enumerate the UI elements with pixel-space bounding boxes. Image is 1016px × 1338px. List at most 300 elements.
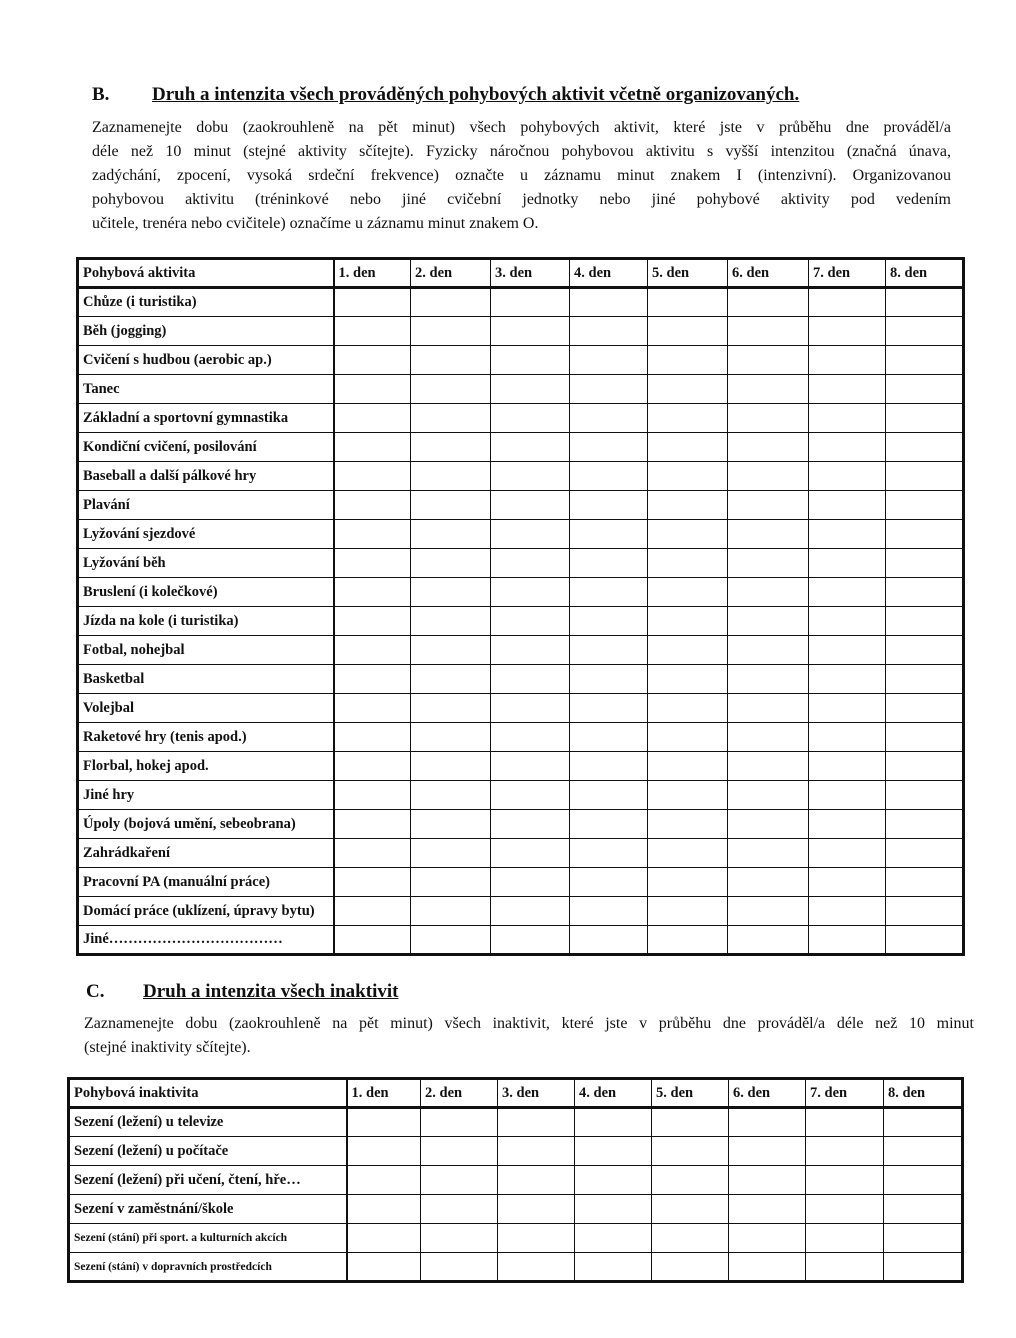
entry-cell[interactable] [728,926,809,955]
entry-cell[interactable] [334,607,411,636]
entry-cell[interactable] [806,1137,884,1166]
entry-cell[interactable] [491,549,570,578]
entry-cell[interactable] [886,636,964,665]
entry-cell[interactable] [809,375,886,404]
entry-cell[interactable] [886,781,964,810]
entry-cell[interactable] [570,433,648,462]
entry-cell[interactable] [809,723,886,752]
entry-cell[interactable] [334,549,411,578]
entry-cell[interactable] [806,1166,884,1195]
entry-cell[interactable] [886,694,964,723]
row-label: Plavání [78,491,334,520]
entry-cell[interactable] [648,433,728,462]
entry-cell[interactable] [648,520,728,549]
entry-cell[interactable] [491,520,570,549]
entry-cell[interactable] [728,694,809,723]
entry-cell[interactable] [411,607,491,636]
day-column-header: 5. den [652,1079,729,1108]
entry-cell[interactable] [729,1224,806,1253]
row-label: Fotbal, nohejbal [78,636,334,665]
entry-cell[interactable] [806,1108,884,1137]
entry-cell[interactable] [728,781,809,810]
entry-cell[interactable] [347,1166,421,1195]
row-label: Raketové hry (tenis apod.) [78,723,334,752]
entry-cell[interactable] [728,491,809,520]
entry-cell[interactable] [570,462,648,491]
entry-cell[interactable] [411,317,491,346]
entry-cell[interactable] [334,781,411,810]
entry-cell[interactable] [347,1137,421,1166]
entry-cell[interactable] [729,1108,806,1137]
section-c-heading [86,981,586,1005]
entry-cell[interactable] [648,781,728,810]
row-label: Lyžování běh [78,549,334,578]
entry-cell[interactable] [411,926,491,955]
entry-cell[interactable] [570,810,648,839]
entry-cell[interactable] [728,346,809,375]
entry-cell[interactable] [809,520,886,549]
entry-cell[interactable] [728,288,809,317]
row-label: Sezení v zaměstnání/škole [69,1195,347,1224]
table-row [78,520,964,549]
entry-cell[interactable] [421,1166,498,1195]
day-column-header: 8. den [886,259,964,288]
inactivity-table [67,1077,964,1283]
table-row [69,1166,963,1195]
entry-cell[interactable] [648,549,728,578]
entry-cell[interactable] [575,1137,652,1166]
entry-cell[interactable] [411,839,491,868]
entry-cell[interactable] [729,1166,806,1195]
entry-cell[interactable] [570,926,648,955]
entry-cell[interactable] [491,346,570,375]
entry-cell[interactable] [334,404,411,433]
table-row [78,752,964,781]
entry-cell[interactable] [334,520,411,549]
entry-cell[interactable] [652,1195,729,1224]
entry-cell[interactable] [648,926,728,955]
entry-cell[interactable] [809,868,886,897]
row-label: Základní a sportovní gymnastika [78,404,334,433]
table-row [78,810,964,839]
entry-cell[interactable] [728,578,809,607]
entry-cell[interactable] [886,433,964,462]
entry-cell[interactable] [421,1137,498,1166]
day-column-header: 7. den [809,259,886,288]
entry-cell[interactable] [648,868,728,897]
entry-cell[interactable] [570,578,648,607]
entry-cell[interactable] [411,433,491,462]
section-b-letter: B. [92,84,110,105]
entry-cell[interactable] [498,1195,575,1224]
instruction-line: Zaznamenejte dobu (zaokrouhleně na pět minut) všech inaktivit, které jste v průběhu dne prováděl/a déle než 10 minut [84,1015,974,1032]
entry-cell[interactable] [728,723,809,752]
entry-cell[interactable] [334,433,411,462]
entry-cell[interactable] [809,317,886,346]
entry-cell[interactable] [884,1224,963,1253]
entry-cell[interactable] [570,549,648,578]
entry-cell[interactable] [809,491,886,520]
entry-cell[interactable] [334,752,411,781]
entry-cell[interactable] [886,520,964,549]
entry-cell[interactable] [809,433,886,462]
entry-cell[interactable] [728,404,809,433]
entry-cell[interactable] [570,491,648,520]
entry-cell[interactable] [334,288,411,317]
entry-cell[interactable] [809,346,886,375]
entry-cell[interactable] [421,1253,498,1282]
entry-cell[interactable] [491,491,570,520]
entry-cell[interactable] [728,897,809,926]
row-label: Jiné hry [78,781,334,810]
table-row [78,897,964,926]
entry-cell[interactable] [491,433,570,462]
entry-cell[interactable] [886,462,964,491]
entry-cell[interactable] [411,462,491,491]
entry-cell[interactable] [575,1253,652,1282]
entry-cell[interactable] [809,694,886,723]
entry-cell[interactable] [334,926,411,955]
entry-cell[interactable] [648,607,728,636]
entry-cell[interactable] [728,752,809,781]
entry-cell[interactable] [886,578,964,607]
entry-cell[interactable] [648,694,728,723]
entry-cell[interactable] [570,375,648,404]
entry-cell[interactable] [334,897,411,926]
entry-cell[interactable] [886,346,964,375]
entry-cell[interactable] [648,665,728,694]
entry-cell[interactable] [575,1108,652,1137]
entry-cell[interactable] [411,578,491,607]
row-label: Lyžování sjezdové [78,520,334,549]
entry-cell[interactable] [886,317,964,346]
entry-cell[interactable] [411,404,491,433]
instruction-line: pohybovou aktivitu (tréninkové nebo jiné cvičební jednotky nebo jiné pohybové aktivity pod vedením [92,191,951,208]
instruction-line: Zaznamenejte dobu (zaokrouhleně na pět minut) všech pohybových aktivit, které jste v průběhu dne prováděl/a [92,119,951,136]
activity-table [76,257,965,956]
entry-cell[interactable] [334,491,411,520]
entry-cell[interactable] [648,810,728,839]
row-label: Baseball a další pálkové hry [78,462,334,491]
entry-cell[interactable] [570,897,648,926]
row-label: Domácí práce (uklízení, úpravy bytu) [78,897,334,926]
entry-cell[interactable] [570,781,648,810]
entry-cell[interactable] [411,375,491,404]
entry-cell[interactable] [491,926,570,955]
entry-cell[interactable] [491,404,570,433]
entry-cell[interactable] [886,839,964,868]
entry-cell[interactable] [729,1195,806,1224]
table-row [78,375,964,404]
entry-cell[interactable] [347,1108,421,1137]
table-row [69,1108,963,1137]
entry-cell[interactable] [347,1195,421,1224]
entry-cell[interactable] [570,288,648,317]
entry-cell[interactable] [411,723,491,752]
entry-cell[interactable] [652,1108,729,1137]
entry-cell[interactable] [498,1166,575,1195]
entry-cell[interactable] [421,1108,498,1137]
entry-cell[interactable] [411,694,491,723]
entry-cell[interactable] [491,375,570,404]
entry-cell[interactable] [347,1253,421,1282]
row-label: Sezení (stání) při sport. a kulturních akcích [69,1224,347,1253]
entry-cell[interactable] [334,578,411,607]
entry-cell[interactable] [886,665,964,694]
entry-cell[interactable] [886,752,964,781]
entry-cell[interactable] [809,462,886,491]
entry-cell[interactable] [728,317,809,346]
entry-cell[interactable] [728,665,809,694]
entry-cell[interactable] [570,868,648,897]
entry-cell[interactable] [491,868,570,897]
entry-cell[interactable] [334,636,411,665]
entry-cell[interactable] [728,462,809,491]
entry-cell[interactable] [809,810,886,839]
entry-cell[interactable] [728,549,809,578]
entry-cell[interactable] [652,1224,729,1253]
entry-cell[interactable] [491,317,570,346]
entry-cell[interactable] [806,1195,884,1224]
entry-cell[interactable] [648,839,728,868]
entry-cell[interactable] [809,607,886,636]
entry-cell[interactable] [570,723,648,752]
entry-cell[interactable] [411,520,491,549]
entry-cell[interactable] [411,868,491,897]
entry-cell[interactable] [498,1108,575,1137]
entry-cell[interactable] [411,897,491,926]
day-column-header: 2. den [411,259,491,288]
entry-cell[interactable] [491,897,570,926]
entry-cell[interactable] [886,926,964,955]
instruction-line: déle než 10 minut (stejné aktivity sčítejte). Fyzicky náročnou pohybovou aktivitu s vyšší intenzitou (značná únava, [92,143,951,160]
entry-cell[interactable] [652,1137,729,1166]
section-b-instructions [92,116,951,236]
entry-cell[interactable] [729,1253,806,1282]
entry-cell[interactable] [411,636,491,665]
entry-cell[interactable] [809,665,886,694]
entry-cell[interactable] [411,781,491,810]
row-label: Jiné……………………………… [78,926,334,955]
row-label: Bruslení (i kolečkové) [78,578,334,607]
entry-cell[interactable] [648,723,728,752]
entry-cell[interactable] [809,752,886,781]
entry-cell[interactable] [411,549,491,578]
entry-cell[interactable] [575,1224,652,1253]
row-label: Chůze (i turistika) [78,288,334,317]
entry-cell[interactable] [491,839,570,868]
row-label: Sezení (ležení) u počítače [69,1137,347,1166]
entry-cell[interactable] [652,1253,729,1282]
day-column-header: 8. den [884,1079,963,1108]
entry-cell[interactable] [334,694,411,723]
entry-cell[interactable] [809,897,886,926]
entry-cell[interactable] [729,1137,806,1166]
entry-cell[interactable] [347,1224,421,1253]
entry-cell[interactable] [884,1195,963,1224]
entry-cell[interactable] [334,723,411,752]
table-row [78,549,964,578]
entry-cell[interactable] [334,839,411,868]
activity-column-header: Pohybová aktivita [78,259,334,288]
entry-cell[interactable] [884,1166,963,1195]
entry-cell[interactable] [334,810,411,839]
entry-cell[interactable] [411,346,491,375]
entry-cell[interactable] [411,665,491,694]
entry-cell[interactable] [421,1195,498,1224]
entry-cell[interactable] [570,694,648,723]
row-label: Jízda na kole (i turistika) [78,607,334,636]
entry-cell[interactable] [570,752,648,781]
entry-cell[interactable] [570,636,648,665]
entry-cell[interactable] [806,1253,884,1282]
table-row [69,1195,963,1224]
day-column-header: 4. den [575,1079,652,1108]
entry-cell[interactable] [886,723,964,752]
entry-cell[interactable] [498,1224,575,1253]
row-label: Pracovní PA (manuální práce) [78,868,334,897]
entry-cell[interactable] [648,897,728,926]
instruction-line: učitele, trenéra nebo cvičitele) označíme u záznamu minut znakem O. [92,215,539,232]
entry-cell[interactable] [575,1166,652,1195]
section-c-instructions [84,1012,974,1060]
entry-cell[interactable] [334,375,411,404]
entry-cell[interactable] [886,897,964,926]
entry-cell[interactable] [884,1137,963,1166]
entry-cell[interactable] [498,1137,575,1166]
row-label: Cvičení s hudbou (aerobic ap.) [78,346,334,375]
entry-cell[interactable] [728,810,809,839]
entry-cell[interactable] [648,317,728,346]
entry-cell[interactable] [886,607,964,636]
entry-cell[interactable] [570,520,648,549]
entry-cell[interactable] [648,752,728,781]
entry-cell[interactable] [491,578,570,607]
entry-cell[interactable] [886,549,964,578]
entry-cell[interactable] [648,636,728,665]
entry-cell[interactable] [570,665,648,694]
entry-cell[interactable] [491,636,570,665]
inactivity-table-body [69,1108,963,1282]
entry-cell[interactable] [334,868,411,897]
entry-cell[interactable] [498,1253,575,1282]
entry-cell[interactable] [570,607,648,636]
entry-cell[interactable] [728,839,809,868]
entry-cell[interactable] [648,375,728,404]
entry-cell[interactable] [491,288,570,317]
entry-cell[interactable] [491,723,570,752]
entry-cell[interactable] [491,694,570,723]
entry-cell[interactable] [421,1224,498,1253]
day-column-header: 5. den [648,259,728,288]
row-label: Kondiční cvičení, posilování [78,433,334,462]
table-row [78,404,964,433]
section-b-title: Druh a intenzita všech prováděných pohybových aktivit včetně organizovaných. [152,84,800,105]
section-b-heading [92,84,952,108]
entry-cell[interactable] [728,433,809,462]
day-column-header: 1. den [334,259,411,288]
entry-cell[interactable] [809,781,886,810]
entry-cell[interactable] [809,926,886,955]
entry-cell[interactable] [491,462,570,491]
entry-cell[interactable] [491,781,570,810]
entry-cell[interactable] [570,317,648,346]
entry-cell[interactable] [806,1224,884,1253]
entry-cell[interactable] [809,404,886,433]
day-column-header: 7. den [806,1079,884,1108]
entry-cell[interactable] [648,578,728,607]
entry-cell[interactable] [570,839,648,868]
entry-cell[interactable] [809,288,886,317]
row-label: Basketbal [78,665,334,694]
entry-cell[interactable] [728,868,809,897]
entry-cell[interactable] [491,752,570,781]
entry-cell[interactable] [648,462,728,491]
entry-cell[interactable] [411,752,491,781]
day-column-header: 6. den [728,259,809,288]
entry-cell[interactable] [648,491,728,520]
entry-cell[interactable] [884,1108,963,1137]
entry-cell[interactable] [334,462,411,491]
entry-cell[interactable] [886,810,964,839]
row-label: Běh (jogging) [78,317,334,346]
entry-cell[interactable] [728,607,809,636]
row-label: Sezení (ležení) při učení, čtení, hře… [69,1166,347,1195]
entry-cell[interactable] [491,607,570,636]
table-row [78,723,964,752]
entry-cell[interactable] [886,375,964,404]
day-column-header: 4. den [570,259,648,288]
entry-cell[interactable] [411,288,491,317]
table-row [78,868,964,897]
entry-cell[interactable] [809,839,886,868]
entry-cell[interactable] [570,404,648,433]
entry-cell[interactable] [570,346,648,375]
entry-cell[interactable] [809,549,886,578]
table-row [78,288,964,317]
instruction-line: (stejné inaktivity sčítejte). [84,1039,251,1056]
section-c-letter: C. [86,981,105,1002]
entry-cell[interactable] [886,288,964,317]
entry-cell[interactable] [334,317,411,346]
entry-cell[interactable] [411,491,491,520]
inactivity-column-header: Pohybová inaktivita [69,1079,347,1108]
entry-cell[interactable] [652,1166,729,1195]
table-row [78,578,964,607]
entry-cell[interactable] [411,810,491,839]
entry-cell[interactable] [575,1195,652,1224]
entry-cell[interactable] [886,491,964,520]
entry-cell[interactable] [728,636,809,665]
entry-cell[interactable] [886,404,964,433]
entry-cell[interactable] [334,346,411,375]
entry-cell[interactable] [648,288,728,317]
entry-cell[interactable] [648,404,728,433]
table-row [69,1253,963,1282]
entry-cell[interactable] [886,868,964,897]
entry-cell[interactable] [809,578,886,607]
entry-cell[interactable] [334,665,411,694]
table-row [78,346,964,375]
entry-cell[interactable] [491,810,570,839]
table-row [78,491,964,520]
entry-cell[interactable] [884,1253,963,1282]
entry-cell[interactable] [728,375,809,404]
entry-cell[interactable] [491,665,570,694]
entry-cell[interactable] [648,346,728,375]
entry-cell[interactable] [809,636,886,665]
entry-cell[interactable] [728,520,809,549]
